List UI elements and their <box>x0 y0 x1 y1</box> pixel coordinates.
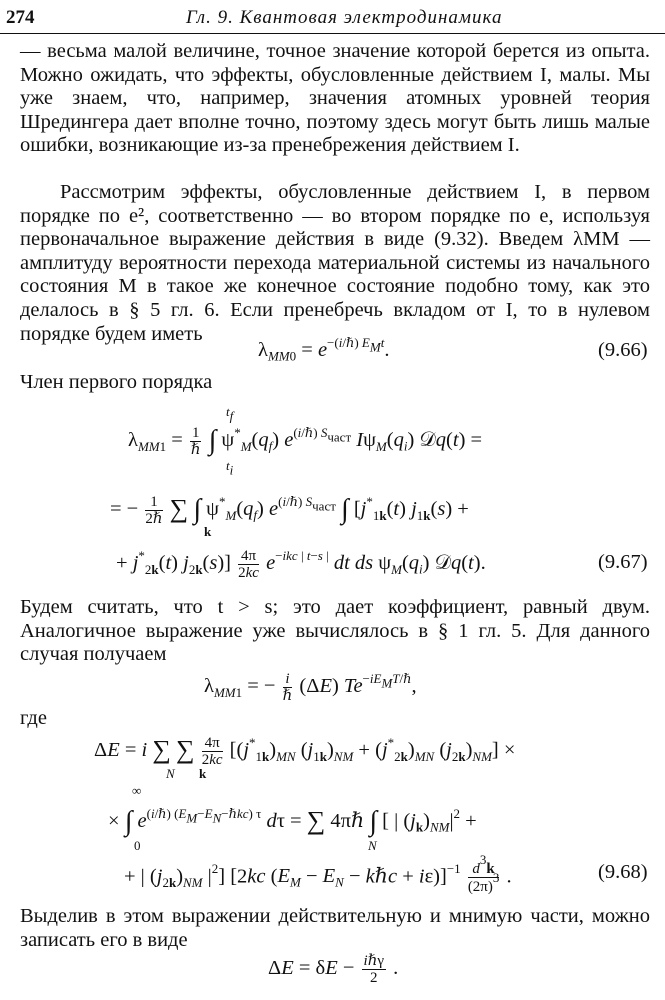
equation-number-9-66: (9.66) <box>598 339 648 361</box>
equation-number-9-68: (9.68) <box>598 861 648 883</box>
equation-9-67-line-1: $\lambda_{MM1}$ = $\frac{1}{\text{ℏ}}$ ∫ $\psi^*_M(q_f)$ $e^{(i/\hbar) S_{част}}$ $I\psi_M(q_i)$ 𝒟q(t) = <box>128 425 483 458</box>
page-number: 274 <box>6 7 35 28</box>
equation-9-67-line-3: + $j^*_{2k}(t)$ $j_{2k}(s)$] $\frac{4\pi}{2kc}$ $e^{-ikc | t-s |}$ dt ds $\psi_M(q_i)$ 𝒟q(t). <box>116 548 486 581</box>
paragraph-6: Выделив в этом выражении действительную и мнимую части, можно записать его в виде <box>20 905 650 951</box>
sum-index-k-2: k <box>199 766 207 781</box>
equation-9-68-line-3: + | $(j_{2k})_{NM}$ $|^2$] [2kc ($E_M - E_N$ − kℏc + iε)]$^{-1}$ $\frac{d^3k}{(2\pi)^3}$ . <box>124 852 512 896</box>
equation-delta-e: ΔE = δE − $\frac{\text{iℏγ}}{2}$ . <box>268 953 399 986</box>
integral-upper-limit-infinity: ∞ <box>132 783 142 798</box>
sum-index-n-2: N <box>368 838 377 853</box>
page-header <box>0 3 665 34</box>
equation-number-9-67: (9.67) <box>598 551 648 573</box>
paragraph-5: где <box>20 707 47 729</box>
equation-9-66: $\lambda_{MM0} = e^{-(i/\hbar) E_Mt}$. <box>258 334 390 364</box>
equation-9-68-line-2: × ∫ $e^{(i/\hbar) (E_M-E_N-\hbar kc) \tau}$ dτ = ∑ 4πℏ ∫ [ | $(j_k)_{NM}|^2$ + <box>108 805 477 837</box>
paragraph-4: Будем считать, что t > s; это дает коэффициент, равный двум. Аналогичное выражение уже вычислялось в § 1 гл. 5. Для данного случая получаем <box>20 596 650 666</box>
paragraph-1: — весьма малой величине, точное значение которой берется из опыта. Можно ожидать, что эффекты, обусловленные действием I, малы. Мы уже знаем, что, например, значения атомных уровней теория Шредингера дает вполне точно, поэтому здесь могут быть лишь малые ошибки, возникающие из-за пренебрежения действием I. <box>20 40 650 157</box>
equation-9-68-line-1: ΔE = i ∑ ∑ $\frac{4\pi}{2kc}$ [$(j^*_{1k})_{MN}$ $(j_{1k})_{NM} + (j^*_{2k})_{MN}$ $(j_{2k})_{NM}$] × <box>94 735 516 768</box>
paragraph-3: Член первого порядка <box>20 371 213 393</box>
equation-9-67-line-2: = − $\frac{1}{\text{2ℏ}}$ ∑ ∫ $\psi^*_M(q_f)$ $e^{(i/\hbar) S_{част}}$ ∫ [$j^*_{1k}(t) j_{1k}(s)$ + <box>110 494 469 527</box>
sum-index-k: k <box>204 524 212 539</box>
sum-index-n: N <box>166 766 175 781</box>
integral-upper-limit: $t_f$ <box>226 404 234 424</box>
paragraph-2: Рассмотрим эффекты, обусловленные действием I, в первом порядке по e², соответственно — во втором порядке по e, используя первоначальное выражение действия в виде (9.32). Введем λMM — амплитуду вероятности перехода материальной системы из начального состояния M в такое же конечное состояние подобно тому, как это делалось в § 5 гл. 6. Если пренебречь вкладом от I, то в нулевом порядке будем иметь <box>20 181 650 345</box>
equation-lambda-mm1: $\lambda_{MM1}$ = − $\frac{i}{\text{ℏ}}$ (ΔE) $Te^{-iE_MT/\hbar}$, <box>204 671 417 704</box>
integral-lower-limit: $t_i$ <box>226 458 234 478</box>
running-title: Гл. 9. Квантовая электродинамика <box>186 7 503 28</box>
integral-lower-limit-zero: 0 <box>134 838 141 853</box>
